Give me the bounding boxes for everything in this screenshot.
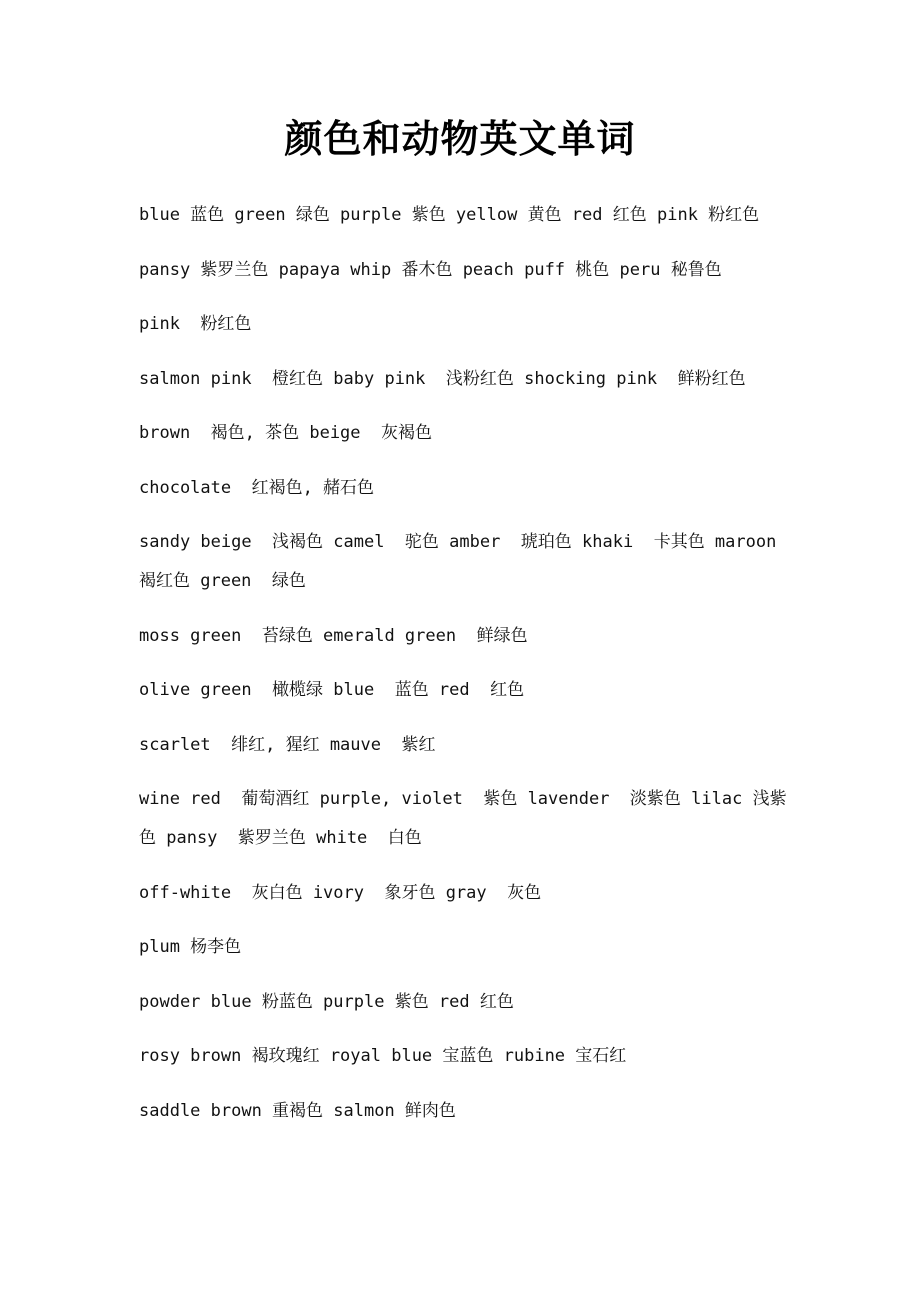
paragraph: salmon pink 橙红色 baby pink 浅粉红色 shocking pink 鲜粉红色: [139, 368, 746, 389]
paragraph: brown 褐色, 茶色 beige 灰褐色: [139, 423, 432, 443]
paragraph: chocolate 红褐色, 赭石色: [139, 477, 375, 498]
paragraph: saddle brown 重褐色 salmon 鲜肉色: [139, 1100, 456, 1121]
paragraph: plum 杨李色: [139, 937, 242, 957]
document-title: 颜色和动物英文单词: [284, 116, 636, 161]
document-body: [139, 196, 797, 1146]
paragraph: pink 粉红色: [139, 314, 252, 334]
paragraph: blue 蓝色 green 绿色 purple 紫色 yellow 黄色 red 红色 pink 粉红色: [139, 205, 760, 225]
paragraph: powder blue 粉蓝色 purple 紫色 red 红色: [139, 991, 514, 1012]
paragraph: scarlet 绯红, 猩红 mauve 紫红: [139, 734, 436, 755]
paragraph: pansy 紫罗兰色 papaya whip 番木色 peach puff 桃色 peru 秘鲁色: [139, 259, 722, 280]
paragraph: sandy beige 浅褐色 camel 驼色 amber 琥珀色 khaki 卡其色 maroon 褐红色 green 绿色: [139, 532, 797, 591]
paragraph: moss green 苔绿色 emerald green 鲜绿色: [139, 625, 528, 646]
paragraph: rosy brown 褐玫瑰红 royal blue 宝蓝色 rubine 宝石红: [139, 1046, 627, 1066]
paragraph: off-white 灰白色 ivory 象牙色 gray 灰色: [139, 882, 542, 903]
paragraph: wine red 葡萄酒红 purple, violet 紫色 lavender 淡紫色 lilac 浅紫色 pansy 紫罗兰色 white 白色: [139, 789, 787, 848]
paragraph: olive green 橄榄绿 blue 蓝色 red 红色: [139, 680, 525, 700]
